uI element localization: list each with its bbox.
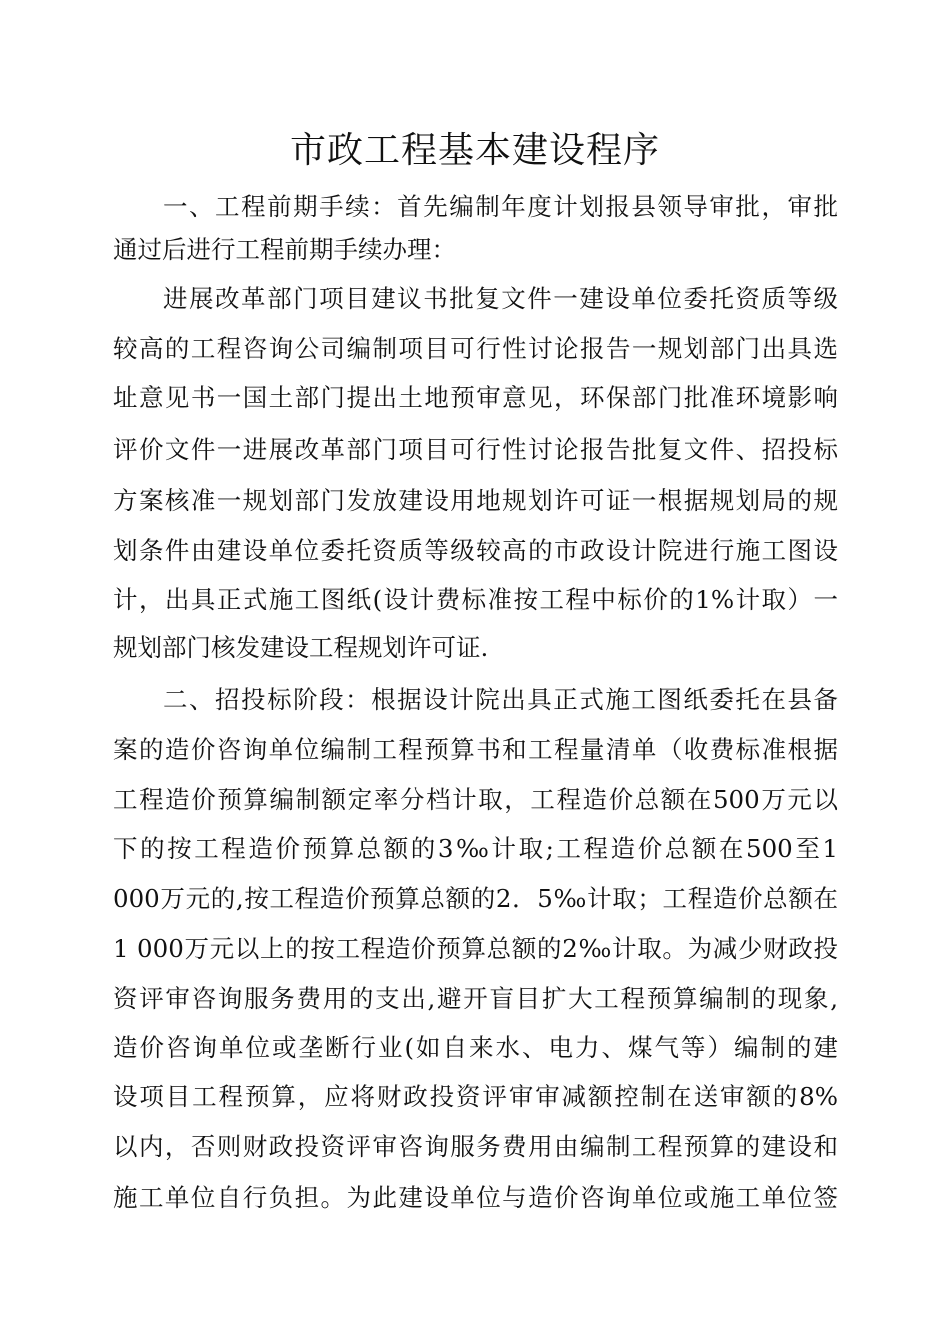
- paragraph-line: 资评审咨询服务费用的支出,避开盲目扩大工程预算编制的现象,: [113, 984, 838, 1013]
- paragraph-line: 通过后进行工程前期手续办理：: [113, 235, 456, 264]
- paragraph-line: 址意见书一国土部门提出土地预审意见，环保部门批准环境影响: [113, 383, 838, 412]
- paragraph-line: 造价咨询单位或垄断行业(如自来水、电力、煤气等）编制的建: [113, 1033, 838, 1062]
- paragraph-line: 000万元的,按工程造价预算总额的2．5‰计取；工程造价总额在: [113, 884, 838, 913]
- paragraph-line: 方案核准一规划部门发放建设用地规划许可证一根据规划局的规: [113, 486, 838, 515]
- paragraph-line: 较高的工程咨询公司编制项目可行性讨论报告一规划部门出具选: [113, 334, 838, 363]
- paragraph-line: 以内，否则财政投资评审咨询服务费用由编制工程预算的建设和: [113, 1132, 838, 1161]
- document-title: 市政工程基本建设程序: [289, 130, 660, 171]
- paragraph-line: 工程造价预算编制额定率分档计取，工程造价总额在500万元以: [113, 785, 838, 814]
- paragraph-line: 规划部门核发建设工程规划许可证.: [113, 633, 489, 662]
- paragraph-line: 一、工程前期手续：首先编制年度计划报县领导审批，审批: [163, 192, 838, 221]
- paragraph-line: 1 000万元以上的按工程造价预算总额的2‰计取。为减少财政投: [113, 934, 838, 963]
- paragraph-line: 设项目工程预算，应将财政投资评审审减额控制在送审额的8%: [113, 1082, 838, 1111]
- paragraph-line: 二、招投标阶段：根据设计院出具正式施工图纸委托在县备: [163, 685, 838, 714]
- paragraph-line: 下的按工程造价预算总额的3‰计取;工程造价总额在500至1: [113, 834, 838, 863]
- paragraph-line: 案的造价咨询单位编制工程预算书和工程量清单（收费标准根据: [113, 735, 838, 764]
- paragraph-line: 划条件由建设单位委托资质等级较高的市政设计院进行施工图设: [113, 536, 838, 565]
- paragraph-line: 计，出具正式施工图纸(设计费标准按工程中标价的1%计取）一: [113, 585, 838, 614]
- paragraph-line: 评价文件一进展改革部门项目可行性讨论报告批复文件、招投标: [113, 435, 838, 464]
- paragraph-line: 进展改革部门项目建议书批复文件一建设单位委托资质等级: [163, 284, 838, 313]
- paragraph-line: 施工单位自行负担。为此建设单位与造价咨询单位或施工单位签: [113, 1183, 838, 1212]
